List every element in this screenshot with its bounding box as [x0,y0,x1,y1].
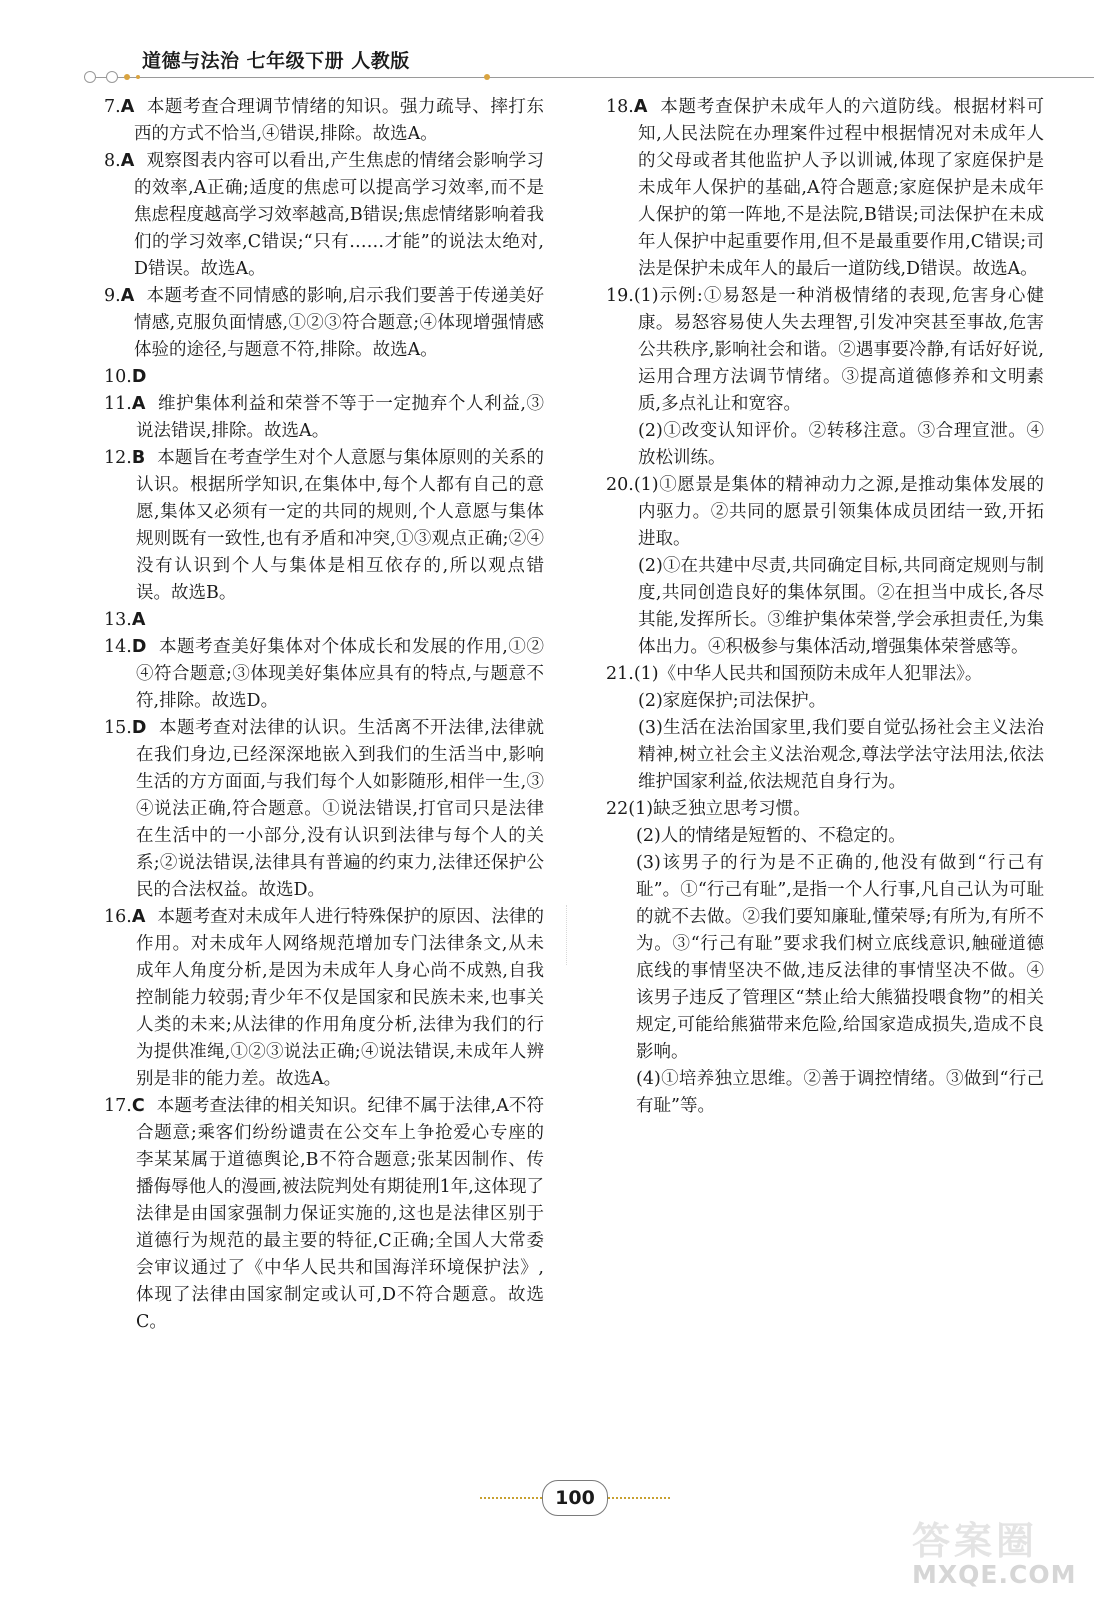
book-title: 道德与法治 七年级下册 人教版 [142,50,410,72]
answer-item [104,634,544,715]
answer-item [606,283,1044,418]
answer-item [606,94,1044,283]
question-number: 17. [104,1096,132,1116]
answer-item [104,607,544,634]
explanation-text: 本题考查合理调节情绪的知识。强力疏导、摔打东西的方式不恰当,④错误,排除。故选A。 [134,97,544,144]
answer-item [104,283,544,364]
answer-column-right [606,94,1044,1120]
answer-item [104,94,544,148]
watermark-text: MXQE.COM [912,1560,1077,1589]
sub-answer: (3)该男子的行为是不正确的,他没有做到“行己有耻”。①“行己有耻”,是指一个人行事,凡自己认为可耻的就不去做。②我们要知廉耻,懂荣辱;有所为,有所不为。③“行己有耻”要求我们树立底线意识,触碰道德底线的事情坚决不做,违反法律的事情坚决不做。④该男子违反了管理区“禁止给大熊猫投喂食物”的相关规定,可能给熊猫带来危险,给国家造成损失,造成不良影响。 [636,853,1044,1062]
question-number: 7. [104,97,121,117]
explanation-text: (1)缺乏独立思考习惯。 [628,799,811,819]
answer-choice: A [120,286,135,306]
explanation-text: 本题考查对未成年人进行特殊保护的原因、法律的作用。对未成年人网络规范增加专门法律条文,从未成年人角度分析,是因为未成年人身心尚不成熟,自我控制能力较弱;青少年不仅是国家和民族未来,也事关人类的未来;从法律的作用角度分析,法律为我们的行为提供准绳,①②③说法正确;④说法错误,未成年人辨别是非的能力差。故选A。 [136,907,544,1089]
answer-item [606,661,1044,688]
footer-dots [480,1497,542,1499]
header-dot-ornament [484,74,490,80]
explanation-text: 本题考查法律的相关知识。纪律不属于法律,A不符合题意;乘客们纷纷谴责在公交车上争抢爱心专座的李某某属于道德舆论,B不符合题意;张某因制作、传播侮辱他人的漫画,被法院判处有期徒刑1年,这体现了法律是由国家强制力保证实施的,这也是法律区别于道德行为规范的最主要的特征,C正确;全国人大常委会审议通过了《中华人民共和国海洋环境保护法》,体现了法律由国家制定或认可,D不符合题意。故选C。 [136,1096,544,1332]
sub-answer: (4)①培养独立思维。②善于调控情绪。③做到“行己有耻”等。 [636,1069,1044,1116]
explanation-text: 观察图表内容可以看出,产生焦虑的情绪会影响学习的效率,A正确;适度的焦虑可以提高学习效率,而不是焦虑程度越高学习效率越高,B错误;焦虑情绪影响着我们的学习效率,C错误;“只有……才能”的说法太绝对,D错误。故选A。 [134,151,544,279]
question-number: 15. [104,718,132,738]
question-number: 16. [104,907,132,927]
question-number: 22 [606,799,629,819]
question-number: 21. [606,664,634,684]
answer-choice: B [131,448,146,468]
answer-choice: A [120,151,135,171]
explanation-text: 本题考查对法律的认识。生活离不开法律,法律就在我们身边,已经深深地嵌入到我们的生活当中,影响生活的方方面面,与我们每个人如影随形,相伴一生,③④说法正确,符合题意。①说法错误,打官司只是法律在生活中的一小部分,没有认识到法律与每个人的关系;②说法错误,法律具有普遍的约束力,法律还保护公民的合法权益。故选D。 [136,718,544,900]
explanation-text: 本题考查不同情感的影响,启示我们要善于传递美好情感,克服负面情感,①②③符合题意;④体现增强情感体验的途径,与题意不符,排除。故选A。 [134,286,544,360]
sub-answer: (2)人的情绪是短暂的、不稳定的。 [636,826,906,846]
answer-item [104,391,544,445]
answer-choice: D [131,718,147,738]
question-number: 12. [104,448,132,468]
sub-answer: (2)家庭保护;司法保护。 [638,691,827,711]
question-number: 13. [104,610,132,630]
question-number: 20. [606,475,634,495]
sub-answer: (2)①在共建中尽责,共同确定目标,共同商定规则与制度,共同创造良好的集体氛围。②在担当中成长,各尽其能,发挥所长。③维护集体荣誉,学会承担责任,为集体出力。④积极参与集体活动,增强集体荣誉感等。 [638,556,1044,657]
answer-choice: A [120,97,135,117]
sub-answer: (2)①改变认知评价。②转移注意。③合理宣泄。④放松训练。 [638,421,1044,468]
explanation-text: 本题旨在考查学生对个人意愿与集体原则的关系的认识。根据所学知识,在集体中,每个人都有自己的意愿,集体又必须有一定的共同的规则,个人意愿与集体规则既有一致性,也有矛盾和冲突,①③观点正确;②④没有认识到个人与集体是相互依存的,所以观点错误。故选B。 [136,448,544,603]
answer-choice: A [633,97,648,117]
header-circle-ornament [84,71,96,83]
question-number: 19. [606,286,634,306]
answer-item [104,148,544,283]
question-number: 18. [606,97,634,117]
answer-choice: D [131,637,147,657]
answer-item [606,796,1044,823]
explanation-text: (1)示例:①易怒是一种消极情绪的表现,危害身心健康。易怒容易使人失去理智,引发冲突甚至事故,危害公共秩序,影响社会和谐。②遇事要冷静,有话好好说,运用合理方法调节情绪。③提高道德修养和文明素质,多点礼让和宽容。 [633,286,1044,414]
question-number: 8. [104,151,121,171]
answer-choice: C [131,1096,145,1116]
answer-choice: A [131,610,146,630]
answer-item [104,1093,544,1336]
header-rule [84,77,1094,78]
explanation-text: 维护集体利益和荣誉不等于一定抛弃个人利益,③说法错误,排除。故选A。 [136,394,544,441]
explanation-text: (1)①愿景是集体的精神动力之源,是推动集体发展的内驱力。②共同的愿景引领集体成员团结一致,开拓进取。 [633,475,1044,549]
answer-item [104,364,544,391]
explanation-text: (1)《中华人民共和国预防未成年人犯罪法》。 [633,664,983,684]
answer-column-left [104,94,544,1336]
question-number: 14. [104,637,132,657]
sub-answer: (3)生活在法治国家里,我们要自觉弘扬社会主义法治精神,树立社会主义法治观念,尊法学法守法用法,依法维护国家利益,依法规范自身行为。 [638,718,1044,792]
answer-choice: A [131,907,146,927]
header-dot-ornament [124,74,130,80]
question-number: 9. [104,286,121,306]
fold-marks [566,905,569,965]
question-number: 11. [104,394,132,414]
question-number: 10. [104,367,132,387]
header-dot-ornament [136,75,140,79]
page-number: 100 [542,1480,608,1516]
header-circle-ornament [106,71,118,83]
watermark-logo: 答案圈 [912,1519,1039,1563]
footer-dots [608,1497,670,1499]
explanation-text: 本题考查美好集体对个体成长和发展的作用,①②④符合题意;③体现美好集体应具有的特点,与题意不符,排除。故选D。 [136,637,544,711]
answer-item [606,472,1044,553]
answer-item [104,904,544,1093]
answer-item [104,445,544,607]
page-header [84,40,1094,90]
answer-item [104,715,544,904]
explanation-text: 本题考查保护未成年人的六道防线。根据材料可知,人民法院在办理案件过程中根据情况对未成年人的父母或者其他监护人予以训诫,体现了家庭保护是未成年人保护的基础,A符合题意;家庭保护是未成年人保护的第一阵地,不是法院,B错误;司法保护在未成年人保护中起重要作用,但不是最重要作用,C错误;司法是保护未成年人的最后一道防线,D错误。故选A。 [638,97,1044,279]
answer-choice: D [131,367,147,387]
answer-choice: A [131,394,146,414]
page-footer [480,1478,680,1518]
